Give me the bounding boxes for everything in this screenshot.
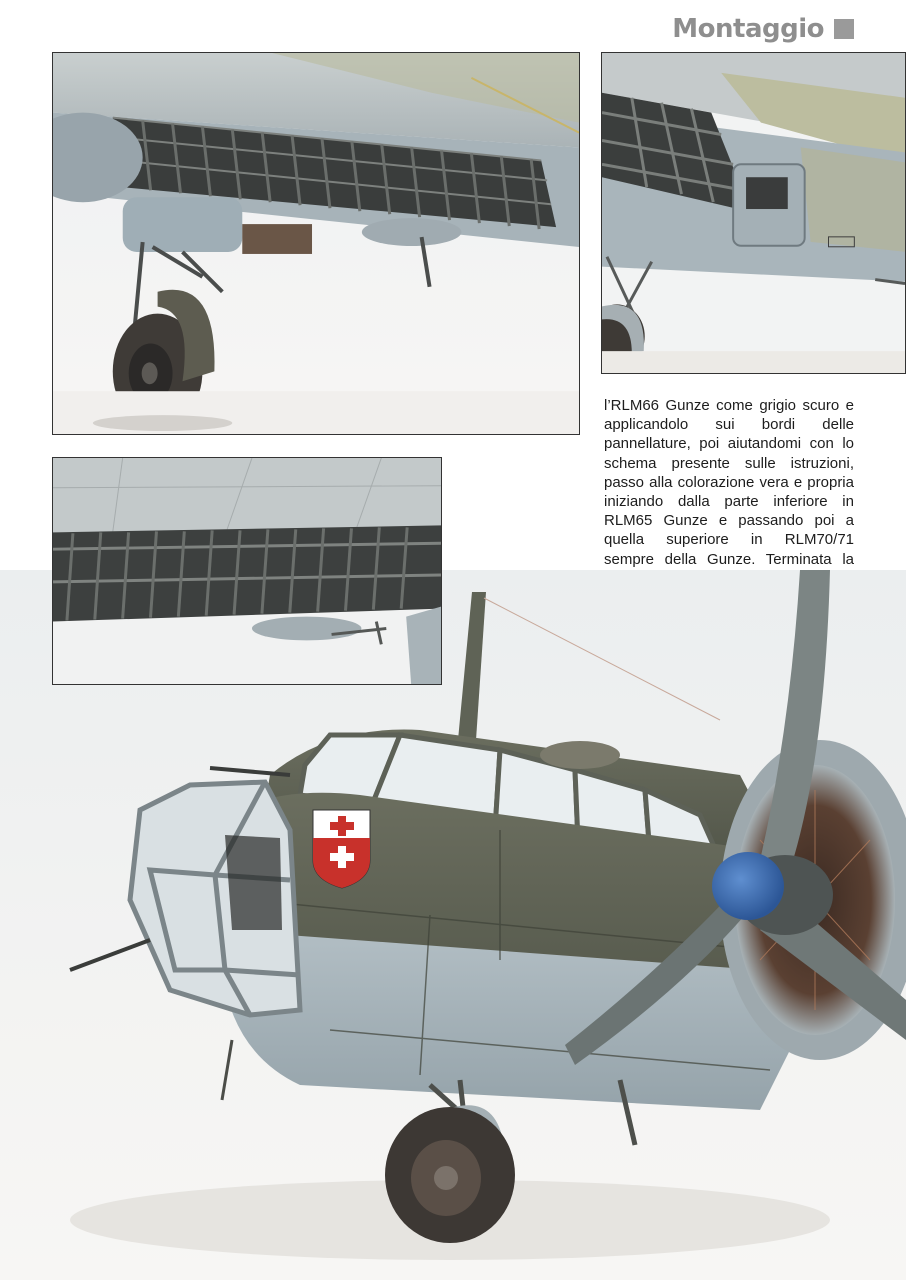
section-title: Montaggio (672, 14, 824, 44)
section-header (672, 14, 854, 44)
wing-dive-brake-and-landing-gear-photo (52, 52, 580, 435)
dive-brake-and-fuselage-panel-photo (601, 52, 906, 374)
dive-brake-closeup-photo (52, 457, 442, 685)
article-body-text: l’RLM66 Gunze come grigio scuro e applicandolo sui bordi delle pannellature, poi aiutandomi con lo schema presente sulle istruzioni, passo alla colorazione vera e propria iniziando dalla parte inferiore in RLM65 Gunze e passando poi a quella superiore in RLM70/71 sempre della Gunze. Terminata la (604, 397, 854, 568)
section-marker-square (834, 19, 854, 39)
